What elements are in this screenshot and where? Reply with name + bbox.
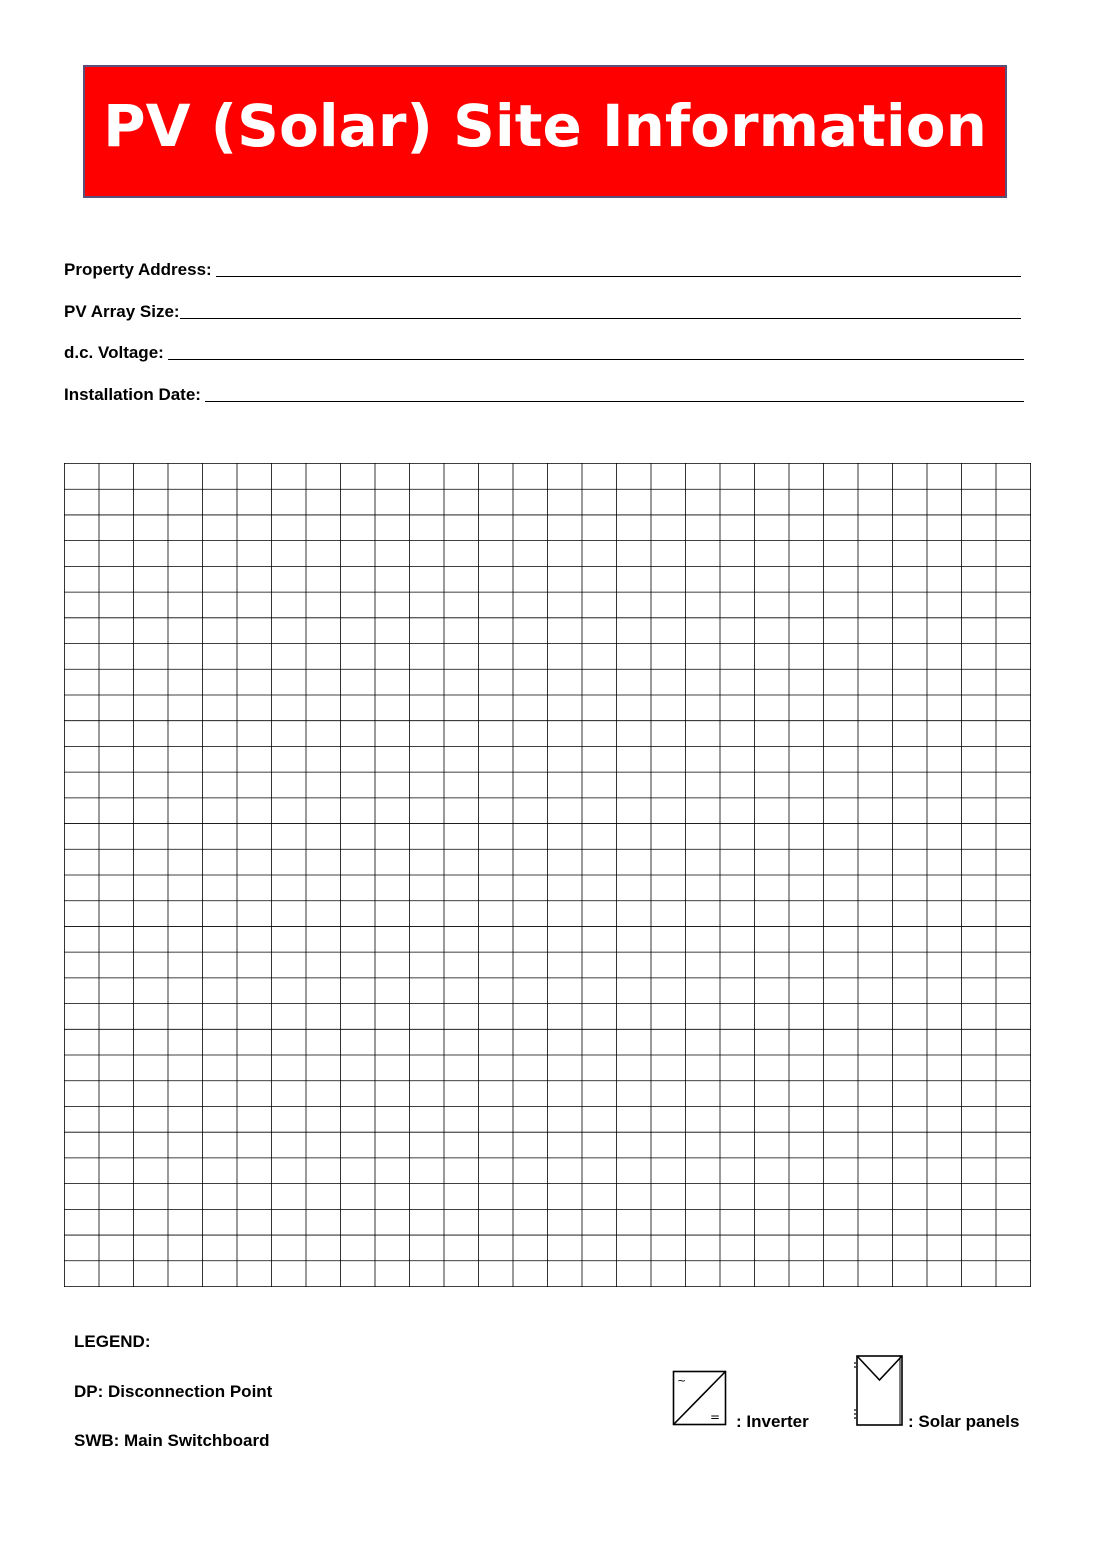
legend-swb: SWB: Main Switchboard bbox=[74, 1431, 270, 1450]
pv-array-size-line[interactable] bbox=[180, 300, 1021, 319]
title-banner bbox=[83, 65, 1007, 198]
page-title: PV (Solar) Site Information bbox=[103, 91, 987, 160]
solar-panels-label: : Solar panels bbox=[908, 1412, 1020, 1431]
pv-array-size-label: PV Array Size: bbox=[64, 302, 180, 321]
legend-heading: LEGEND: bbox=[74, 1332, 151, 1351]
installation-date-line[interactable] bbox=[205, 383, 1024, 402]
dc-voltage-line[interactable] bbox=[168, 341, 1024, 360]
property-address-label: Property Address: bbox=[64, 260, 212, 279]
installation-date-label: Installation Date: bbox=[64, 385, 201, 404]
dc-voltage-field[interactable] bbox=[64, 339, 1024, 363]
solar-panel-icon bbox=[852, 1354, 906, 1428]
dc-voltage-label: d.c. Voltage: bbox=[64, 343, 164, 362]
inverter-icon bbox=[672, 1370, 728, 1428]
pv-array-size-field[interactable] bbox=[64, 298, 1021, 322]
property-address-field[interactable] bbox=[64, 256, 1021, 280]
legend-dp: DP: Disconnection Point bbox=[74, 1382, 273, 1401]
installation-date-field[interactable] bbox=[64, 381, 1024, 405]
inverter-label: : Inverter bbox=[736, 1412, 809, 1431]
inverter-dc-symbol: = bbox=[710, 1410, 721, 1424]
inverter-ac-symbol: ~ bbox=[677, 1374, 687, 1387]
site-sketch-grid[interactable] bbox=[64, 463, 1031, 1287]
property-address-line[interactable] bbox=[216, 258, 1021, 277]
